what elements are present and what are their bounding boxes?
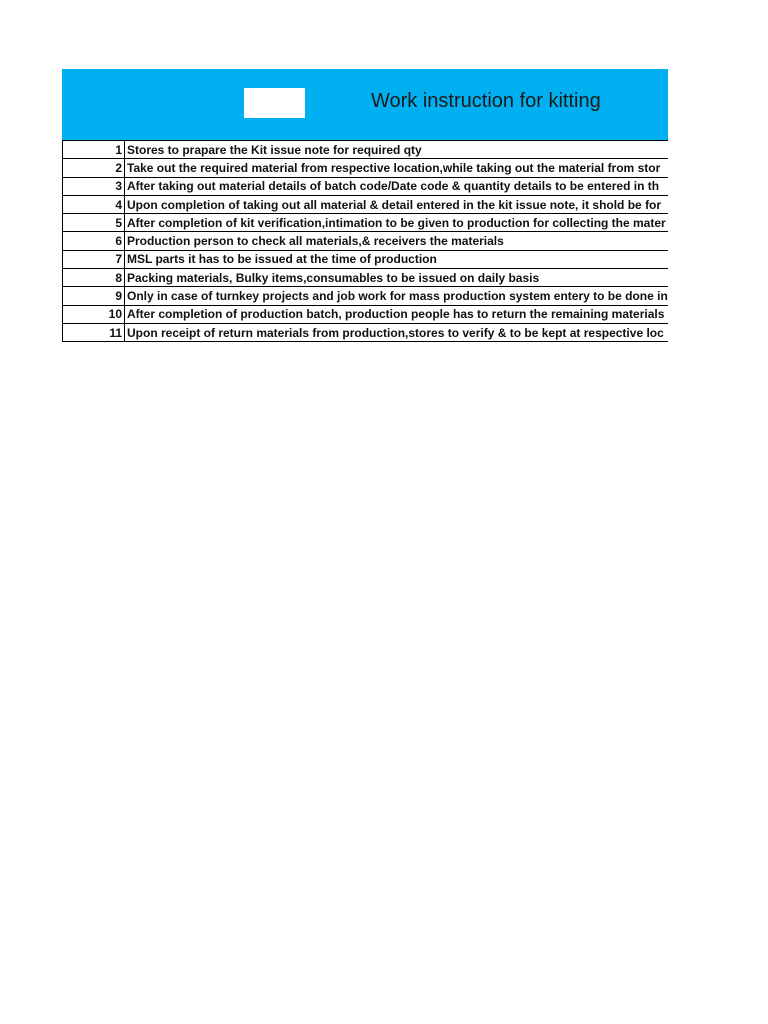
table-row [63,177,669,195]
table-row [63,141,669,159]
spreadsheet [62,69,668,342]
step-text[interactable]: Take out the required material from respective location,while taking out the material from stor [125,159,669,177]
step-number[interactable]: 11 [63,323,125,341]
table-row [63,287,669,305]
table-row [63,195,669,213]
step-number[interactable]: 1 [63,141,125,159]
logo-placeholder [244,88,305,118]
step-number[interactable]: 6 [63,232,125,250]
table-row [63,269,669,287]
table-row [63,323,669,341]
step-text[interactable]: Upon receipt of return materials from production,stores to verify & to be kept at respective loc [125,323,669,341]
step-number[interactable]: 10 [63,305,125,323]
step-number[interactable]: 3 [63,177,125,195]
step-number[interactable]: 4 [63,195,125,213]
step-text[interactable]: After completion of kit verification,intimation to be given to production for collecting the mater [125,214,669,232]
table-row [63,250,669,268]
step-text[interactable]: Stores to prapare the Kit issue note for required qty [125,141,669,159]
step-number[interactable]: 7 [63,250,125,268]
step-text[interactable]: MSL parts it has to be issued at the time of production [125,250,669,268]
step-text[interactable]: Production person to check all materials,& receivers the materials [125,232,669,250]
table-row [63,214,669,232]
step-text[interactable]: Packing materials, Bulky items,consumables to be issued on daily basis [125,269,669,287]
step-text[interactable]: Only in case of turnkey projects and job work for mass production system entery to be done in [125,287,669,305]
instruction-table [62,140,668,342]
header-banner [62,69,668,140]
step-number[interactable]: 8 [63,269,125,287]
step-number[interactable]: 2 [63,159,125,177]
step-text[interactable]: Upon completion of taking out all material & detail entered in the kit issue note, it shold be for [125,195,669,213]
step-text[interactable]: After completion of production batch, production people has to return the remaining materials [125,305,669,323]
step-number[interactable]: 9 [63,287,125,305]
table-row [63,305,669,323]
table-row [63,232,669,250]
page-title: Work instruction for kitting [371,90,601,112]
step-number[interactable]: 5 [63,214,125,232]
table-row [63,159,669,177]
step-text[interactable]: After taking out material details of batch code/Date code & quantity details to be entered in th [125,177,669,195]
